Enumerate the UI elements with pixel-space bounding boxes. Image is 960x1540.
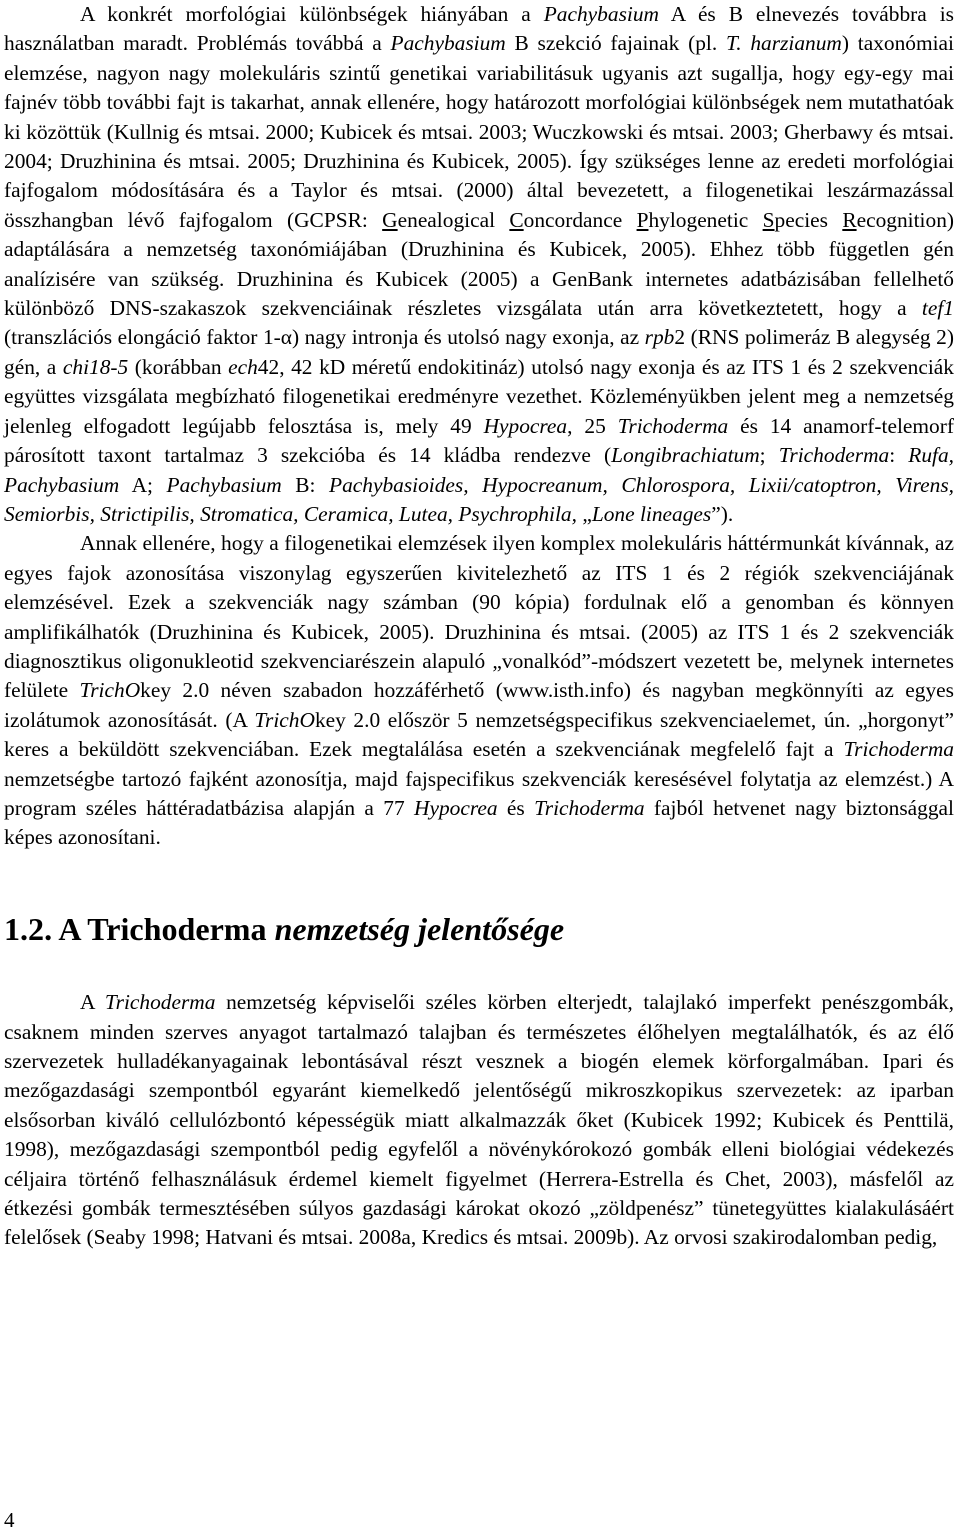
section-heading	[4, 910, 954, 947]
section-title-rest: nemzetség jelentősége	[266, 910, 565, 947]
paragraph	[4, 529, 954, 852]
italic-text: Lone lineages	[591, 501, 712, 526]
italic-text: Pachybasium	[166, 472, 282, 497]
text-run: (korábban	[128, 354, 229, 379]
italic-text: ech	[228, 354, 258, 379]
italic-text: TrichO	[254, 707, 315, 732]
section-number: 1.2. A	[4, 910, 88, 947]
text-run: R	[842, 207, 857, 232]
text-run: pecies	[774, 207, 843, 232]
italic-text: Trichoderma	[778, 443, 890, 468]
italic-text: Hypocrea	[483, 413, 568, 438]
text-run: Annak ellenére, hogy a filogenetikai elemzések ilyen komplex molekuláris háttérmunkát kívánnak, az egyes fajok azonosítása viszonylag egyszerűen kivitelezhető az ITS 1 és 2 régiók szekvenciájának elemzésével. Ezek a szekvenciák nagy számban (90 kópia) fordulnak elő a genomban és könnyen amplifikálhatók (Druzhinina és Kubicek, 2005). Druzhinina és mtsai. (2005) az ITS 1 és 2 szekvenciák diagnosztikus oligonukleotid szekvenciarészein alapuló „vonalkód”-módszert vezetett be, melynek internetes felülete	[4, 531, 954, 703]
text-run: ecognition) adaptálására a nemzetség taxonómiájában (Druzhinina és Kubicek, 2005). Ehhez több független gén analízisére van szükség. Druzhinina és Kubicek (2005) a GenBank internetes adatbázisában fellelhető különböző DNS-szakaszok szekvenciáinak részletes vizsgálata után arra következtetett, hogy a	[4, 207, 955, 321]
text-run: A és B elnevezés továbbra is használatban maradt. Problémás továbbá a	[4, 2, 954, 56]
text-run: A;	[119, 472, 167, 497]
text-run: (transzlációs elongáció faktor 1-α) nagy intronja és utolsó nagy exonja, az	[4, 325, 645, 350]
italic-text: Rufa, Pachybasium	[4, 443, 955, 497]
text-run: A	[80, 990, 105, 1015]
text-run: :	[889, 443, 909, 468]
italic-text: tef1	[921, 296, 954, 321]
text-run: „	[576, 501, 592, 526]
text-run: key 2.0 néven szabadon hozzáférhető (www.isth.info) és nagyban megkönnyíti az egyes izolátumok azonosítását. (A	[4, 678, 954, 732]
italic-text: rpb	[644, 325, 675, 350]
italic-text: Trichoderma	[104, 990, 216, 1015]
italic-text: Trichoderma	[617, 413, 729, 438]
text-run: oncordance	[523, 207, 637, 232]
page-number: 4	[4, 1508, 15, 1532]
paragraph	[4, 988, 954, 1253]
text-run: A konkrét morfológiai különbségek hiányában a	[80, 2, 544, 26]
text-run: G	[382, 207, 398, 232]
italic-text: TrichO	[79, 678, 141, 703]
text-run: nemzetségbe tartozó fajként azonosítja, majd fajspecifikus szekvenciák keresésével folytatja az elemzést.) A program széles háttéradatbázisa alapján a 77	[4, 766, 954, 820]
text-run: P	[636, 207, 649, 232]
text-run: C	[509, 207, 524, 232]
text-run: fajból hetvenet nagy biztonsággal képes azonosítani.	[4, 795, 954, 850]
italic-text: Pachybasium	[543, 2, 659, 26]
paragraph	[4, 0, 954, 529]
section-title-genus: Trichoderma	[87, 910, 267, 947]
text-run: enealogical	[397, 207, 510, 232]
text-run: ) taxonómiai elemzése, nagyon nagy molekuláris szintű genetikai variabilitásuk ugyanis azt sugallja, hogy egy-egy mai fajnév több további fajt is takarhat, annak ellenére, hogy határozott morfológiai különbségek nem mutathatóak ki közöttük (Kullnig és mtsai. 2000; Kubicek és mtsai. 2003; Wuczkowski és mtsai. 2003; Gherbawy és mtsai. 2004; Druzhinina és mtsai. 2005; Druzhinina és Kubicek, 2005). Így szükséges lenne az eredeti morfológiai fajfogalom módosítására és a Taylor és mtsai. (2000) által bevezetett, a filogenetikai leszármazással összhangban lévő fajfogalom (GCPSR:	[4, 31, 954, 232]
text-run: nemzetség képviselői széles körben elterjedt, talajlakó imperfekt penészgombák, csaknem minden szerves anyagot tartalmazó talajban és természetes élőhelyen megtalálhatók, és az élő szervezetek hulladékanyagainak lebontásával részt vesznek a biogén elemek körforgalmában. Ipari és mezőgazdasági szempontból egyaránt kiemelkedő jelentőségű mikroszkopikus szervezetek: az iparban elsősorban kiváló cellulózbontó képességük miatt alkalmazzák őket (Kubicek 1992; Kubicek és Penttilä, 1998), mezőgazdasági szempontból pedig egyfelől a növénykórokozó gombák elleni biológiai védekezés céljaira történő felhasználásuk érdemel kiemelt figyelmet (Herrera-Estrella és Chet, 2003), másfelől az étkezési gombák termesztésében súlyos gazdasági károkat okozó „zöldpenész” tünetegyüttes kialakulásáért felelősek (Seaby 1998; Hatvani és mtsai. 2008a, Kredics és mtsai. 2009b). Az orvosi szakirodalomban pedig,	[4, 990, 954, 1250]
body-text	[4, 0, 954, 853]
text-run: B szekció fajainak (pl.	[505, 31, 726, 56]
text-run: 42, 42 kD méretű endokitináz) utolsó nagy exonja és az ITS 1 és 2 szekvenciák együttes vizsgálata megbízható filogenetikai eredményre vezethet. Közleményükben jelent meg a nemzetség jelenleg elfogadott legújabb felosztása is, mely 49	[4, 354, 954, 438]
text-run: S	[762, 207, 775, 232]
italic-text: Longibrachiatum	[611, 443, 760, 468]
text-run: , 25	[567, 413, 618, 438]
italic-text: Pachybasioides, Hypocreanum, Chlorospora, Lixii/catoptron, Virens, Semiorbis, Strictipilis, Stromatica, Ceramica, Lutea, Psychrophila,	[4, 472, 955, 526]
text-run: és	[497, 795, 535, 820]
italic-text: Pachybasium	[390, 31, 506, 56]
text-run: hylogenetic	[648, 207, 763, 232]
italic-text: Trichoderma	[534, 795, 645, 820]
text-run: ;	[759, 443, 779, 468]
text-run: ”).	[711, 501, 734, 526]
italic-text: Hypocrea	[414, 795, 498, 820]
text-run: B:	[281, 472, 329, 497]
document-page	[4, 0, 954, 1253]
text-run: és 14 anamorf-telemorf párosított taxont tartalmaz 3 szekcióba és 14 kládba rendezve (	[4, 413, 955, 468]
text-run: key 2.0 először 5 nemzetségspecifikus szekvenciaelemet, ún. „horgonyt” keres a beküldött szekvenciában. Ezek megtalálása esetén a szekvenciának megfelelő fajt a	[4, 707, 954, 762]
section-body-text	[4, 988, 954, 1253]
italic-text: T. harzianum	[725, 31, 842, 56]
italic-text: chi18-5	[62, 354, 129, 379]
italic-text: Trichoderma	[843, 737, 954, 762]
text-run: 2 (RNS polimeráz B alegység 2) gén, a	[4, 325, 954, 379]
